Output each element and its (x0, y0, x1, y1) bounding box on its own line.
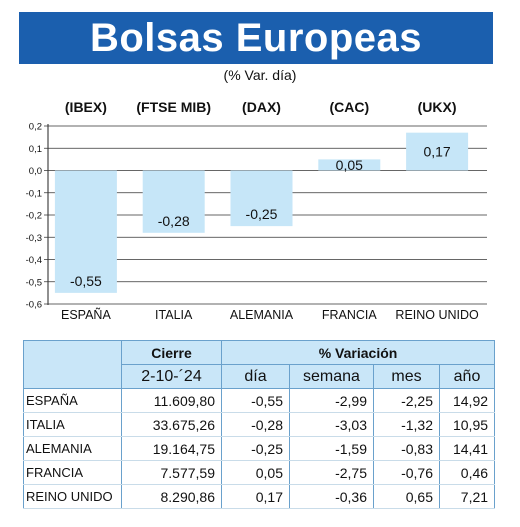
table-row (24, 461, 495, 485)
x-tick-label: REINO UNIDO (395, 308, 479, 322)
index-code-label: (FTSE MIB) (136, 99, 212, 115)
bar-value-label: 0,05 (335, 156, 363, 173)
table-row (24, 437, 495, 461)
column-header: año (440, 365, 495, 389)
index-code-label: (CAC) (329, 99, 370, 115)
y-tick-label: -0,3 (25, 232, 42, 244)
table-cell: 14,92 (440, 389, 495, 413)
y-tick-label: -0,5 (25, 277, 42, 289)
x-tick-label: FRANCIA (321, 308, 377, 322)
table-cell: 19.164,75 (122, 437, 222, 461)
chart-subtitle: (% Var. día) (223, 67, 297, 83)
table-corner-sub (24, 365, 122, 389)
table-cell: -2,75 (290, 461, 374, 485)
index-code-label: (DAX) (242, 99, 281, 115)
row-country: ESPAÑA (24, 389, 122, 413)
y-tick-label: 0,0 (28, 166, 42, 177)
y-tick-label: -0,1 (25, 188, 42, 200)
row-country: FRANCIA (24, 461, 122, 485)
table-cell: -0,76 (374, 461, 440, 485)
x-tick-label: ITALIA (155, 308, 193, 322)
table-cell: -0,25 (222, 437, 290, 461)
y-tick-label: -0,2 (25, 210, 42, 222)
x-tick-label: ALEMANIA (229, 308, 294, 322)
row-country: ITALIA (24, 413, 122, 437)
data-table (23, 340, 495, 509)
table-cell: 7.577,59 (122, 461, 222, 485)
table-cell: -2,99 (290, 389, 374, 413)
bar-chart (0, 118, 520, 328)
table-cell: 14,41 (440, 437, 495, 461)
bar-value-label: 0,17 (423, 143, 451, 160)
x-tick-label: ESPAÑA (61, 308, 111, 322)
table-cell: -1,32 (374, 413, 440, 437)
table-row (24, 389, 495, 413)
table-corner (24, 341, 122, 365)
bar-value-label: -0,55 (69, 272, 102, 289)
column-header: 2-10-´24 (122, 365, 222, 389)
table-cell: -3,03 (290, 413, 374, 437)
table-cell: 0,65 (374, 485, 440, 509)
table-cell: -0,28 (222, 413, 290, 437)
header-cierre: Cierre (122, 341, 222, 365)
table-cell: 0,46 (440, 461, 495, 485)
y-tick-label: 0,1 (28, 143, 42, 155)
table-cell: -0,36 (290, 485, 374, 509)
table-cell: -0,55 (222, 389, 290, 413)
table-cell: 33.675,26 (122, 413, 222, 437)
bar-value-label: -0,28 (157, 212, 190, 229)
table-cell: 0,17 (222, 485, 290, 509)
table-row (24, 413, 495, 437)
table-cell: -2,25 (374, 389, 440, 413)
y-tick-label: 0,2 (28, 121, 42, 133)
title-banner (19, 12, 493, 64)
row-country: ALEMANIA (24, 437, 122, 461)
chart-title: Bolsas Europeas (89, 15, 423, 60)
column-header: semana (290, 365, 374, 389)
table-cell: 10,95 (440, 413, 495, 437)
index-code-label: (IBEX) (64, 99, 107, 115)
header-variacion: % Variación (222, 341, 495, 365)
table-cell: -1,59 (290, 437, 374, 461)
y-tick-label: -0,6 (25, 299, 42, 311)
table-cell: -0,83 (374, 437, 440, 461)
table-row (24, 485, 495, 509)
table-cell: 7,21 (440, 485, 495, 509)
row-country: REINO UNIDO (24, 485, 122, 509)
index-code-label: (UKX) (417, 99, 457, 115)
bar-value-label: -0,25 (245, 206, 278, 223)
column-header: mes (374, 365, 440, 389)
table-cell: 0,05 (222, 461, 290, 485)
column-header: día (222, 365, 290, 389)
y-tick-label: -0,4 (25, 255, 42, 266)
table-cell: 8.290,86 (122, 485, 222, 509)
table-cell: 11.609,80 (122, 389, 222, 413)
